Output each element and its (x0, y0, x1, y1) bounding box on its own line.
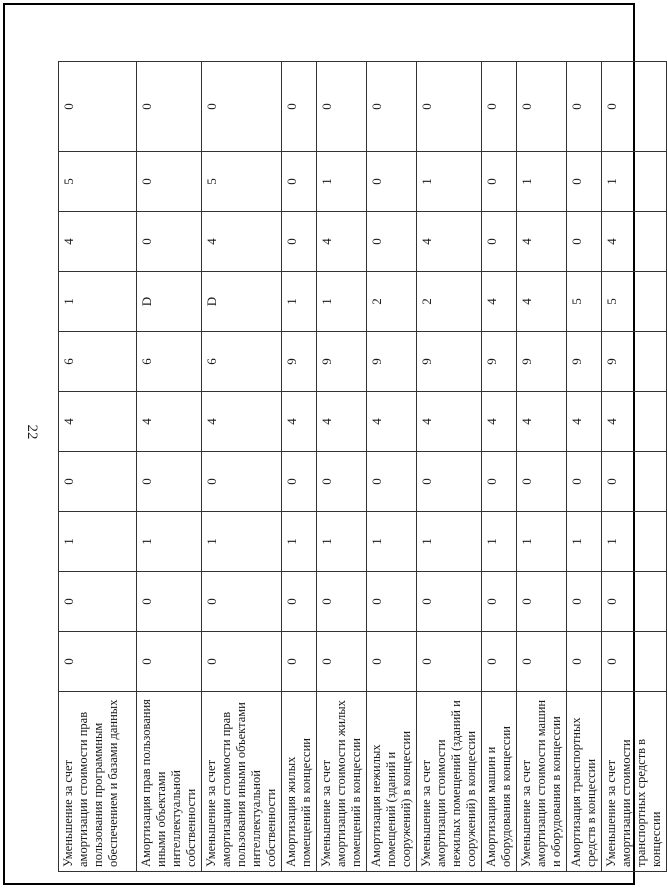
table-row (59, 62, 137, 872)
code-digit-cell: 1 (282, 512, 317, 572)
row-label: Амортизация прав пользования иными объектами интеллектуальной собственности (137, 692, 202, 872)
code-digit-cell: 5 (59, 152, 137, 212)
rotated-table-container (58, 62, 663, 872)
code-digit-cell: 1 (567, 512, 602, 572)
row-label: Уменьшение за счет амортизации стоимости транспортных средств в концессии (602, 692, 667, 872)
code-digit-cell: 0 (367, 452, 417, 512)
code-digit-cell: 2 (367, 272, 417, 332)
table-row (282, 62, 317, 872)
code-digit-cell: 0 (417, 632, 482, 692)
table-row (367, 62, 417, 872)
code-digit-cell: 0 (202, 452, 282, 512)
code-digit-cell: 0 (567, 62, 602, 152)
code-digit-cell: D (202, 272, 282, 332)
code-digit-cell: 0 (59, 452, 137, 512)
table-body (59, 62, 667, 872)
code-digit-cell: 9 (317, 332, 367, 392)
code-digit-cell: 0 (517, 452, 567, 512)
table-row (602, 62, 667, 872)
code-digit-cell: 0 (282, 572, 317, 632)
code-digit-cell: 1 (417, 152, 482, 212)
code-digit-cell: 0 (517, 572, 567, 632)
row-label: Уменьшение за счет амортизации стоимости нежилых помещений (зданий и сооружений) в концессии (417, 692, 482, 872)
code-digit-cell: 9 (517, 332, 567, 392)
code-digit-cell: 0 (417, 62, 482, 152)
code-digit-cell: 1 (282, 272, 317, 332)
code-digit-cell: 4 (602, 392, 667, 452)
code-digit-cell: 1 (417, 512, 482, 572)
code-digit-cell: 0 (317, 572, 367, 632)
code-digit-cell: 0 (137, 62, 202, 152)
code-digit-cell: 4 (417, 392, 482, 452)
code-digit-cell: 5 (202, 152, 282, 212)
code-digit-cell: 1 (202, 512, 282, 572)
code-digit-cell: 0 (282, 632, 317, 692)
code-digit-cell: 0 (602, 572, 667, 632)
code-digit-cell: 0 (137, 632, 202, 692)
code-digit-cell: 0 (367, 62, 417, 152)
code-digit-cell: 4 (517, 392, 567, 452)
code-digit-cell: 0 (59, 632, 137, 692)
code-digit-cell: 0 (482, 212, 517, 272)
code-digit-cell: 0 (482, 572, 517, 632)
code-digit-cell: 4 (567, 392, 602, 452)
code-digit-cell: 1 (59, 512, 137, 572)
code-digit-cell: 0 (482, 452, 517, 512)
code-digit-cell: 0 (137, 152, 202, 212)
code-digit-cell: 2 (417, 272, 482, 332)
account-codes-table (58, 61, 667, 872)
row-label: Амортизация нежилых помещений (зданий и сооружений) в концессии (367, 692, 417, 872)
code-digit-cell: 0 (317, 62, 367, 152)
code-digit-cell: 6 (59, 332, 137, 392)
code-digit-cell: 0 (59, 572, 137, 632)
code-digit-cell: 4 (482, 272, 517, 332)
code-digit-cell: 0 (59, 62, 137, 152)
code-digit-cell: 0 (282, 152, 317, 212)
code-digit-cell: 0 (417, 452, 482, 512)
code-digit-cell: 0 (137, 452, 202, 512)
row-label: Амортизация машин и оборудования в концессии (482, 692, 517, 872)
code-digit-cell: 4 (59, 212, 137, 272)
code-digit-cell: 1 (602, 512, 667, 572)
row-label: Уменьшение за счет амортизации стоимости прав пользования программным обеспечением и базами данных (59, 692, 137, 872)
code-digit-cell: 0 (317, 632, 367, 692)
code-digit-cell: 0 (567, 452, 602, 512)
code-digit-cell: 4 (517, 212, 567, 272)
code-digit-cell: 0 (137, 572, 202, 632)
code-digit-cell: 6 (202, 332, 282, 392)
code-digit-cell: 1 (59, 272, 137, 332)
code-digit-cell: 0 (567, 572, 602, 632)
code-digit-cell: 0 (282, 452, 317, 512)
code-digit-cell: 1 (482, 512, 517, 572)
code-digit-cell: 9 (567, 332, 602, 392)
code-digit-cell: 1 (317, 272, 367, 332)
code-digit-cell: 9 (282, 332, 317, 392)
code-digit-cell: 4 (367, 392, 417, 452)
code-digit-cell: 0 (602, 62, 667, 152)
code-digit-cell: 6 (137, 332, 202, 392)
code-digit-cell: 4 (59, 392, 137, 452)
code-digit-cell: 4 (202, 212, 282, 272)
page-number: 22 (24, 424, 41, 440)
code-digit-cell: 0 (482, 62, 517, 152)
code-digit-cell: D (137, 272, 202, 332)
code-digit-cell: 0 (517, 62, 567, 152)
code-digit-cell: 0 (367, 632, 417, 692)
table-row (317, 62, 367, 872)
code-digit-cell: 0 (602, 632, 667, 692)
code-digit-cell: 4 (282, 392, 317, 452)
code-digit-cell: 0 (367, 152, 417, 212)
code-digit-cell: 5 (567, 272, 602, 332)
code-digit-cell: 4 (517, 272, 567, 332)
code-digit-cell: 0 (367, 572, 417, 632)
code-digit-cell: 0 (567, 632, 602, 692)
code-digit-cell: 0 (317, 452, 367, 512)
row-label: Уменьшение за счет амортизации стоимости машин и оборудования в концессии (517, 692, 567, 872)
code-digit-cell: 0 (482, 632, 517, 692)
code-digit-cell: 1 (367, 512, 417, 572)
code-digit-cell: 0 (202, 572, 282, 632)
row-label: Уменьшение за счет амортизации стоимости прав пользования иными объектами интеллектуальной собственности (202, 692, 282, 872)
code-digit-cell: 5 (602, 272, 667, 332)
code-digit-cell: 4 (317, 212, 367, 272)
code-digit-cell: 1 (317, 512, 367, 572)
code-digit-cell: 4 (417, 212, 482, 272)
code-digit-cell: 0 (137, 212, 202, 272)
code-digit-cell: 9 (602, 332, 667, 392)
code-digit-cell: 0 (567, 212, 602, 272)
code-digit-cell: 9 (367, 332, 417, 392)
row-label: Уменьшение за счет амортизации стоимости жилых помещений в концессии (317, 692, 367, 872)
table-row (517, 62, 567, 872)
table-row (567, 62, 602, 872)
code-digit-cell: 4 (202, 392, 282, 452)
table-row (417, 62, 482, 872)
code-digit-cell: 1 (517, 152, 567, 212)
table-row (137, 62, 202, 872)
row-label: Амортизация транспортных средств в концессии (567, 692, 602, 872)
code-digit-cell: 9 (482, 332, 517, 392)
table-row (482, 62, 517, 872)
code-digit-cell: 0 (517, 632, 567, 692)
code-digit-cell: 4 (137, 392, 202, 452)
row-label: Амортизация жилых помещений в концессии (282, 692, 317, 872)
code-digit-cell: 0 (282, 212, 317, 272)
code-digit-cell: 0 (282, 62, 317, 152)
code-digit-cell: 1 (317, 152, 367, 212)
code-digit-cell: 0 (417, 572, 482, 632)
code-digit-cell: 4 (602, 212, 667, 272)
code-digit-cell: 0 (367, 212, 417, 272)
code-digit-cell: 4 (317, 392, 367, 452)
code-digit-cell: 0 (482, 152, 517, 212)
table-row (202, 62, 282, 872)
code-digit-cell: 0 (202, 632, 282, 692)
code-digit-cell: 1 (602, 152, 667, 212)
code-digit-cell: 0 (602, 452, 667, 512)
code-digit-cell: 1 (137, 512, 202, 572)
code-digit-cell: 1 (517, 512, 567, 572)
code-digit-cell: 0 (567, 152, 602, 212)
code-digit-cell: 4 (482, 392, 517, 452)
code-digit-cell: 9 (417, 332, 482, 392)
code-digit-cell: 0 (202, 62, 282, 152)
